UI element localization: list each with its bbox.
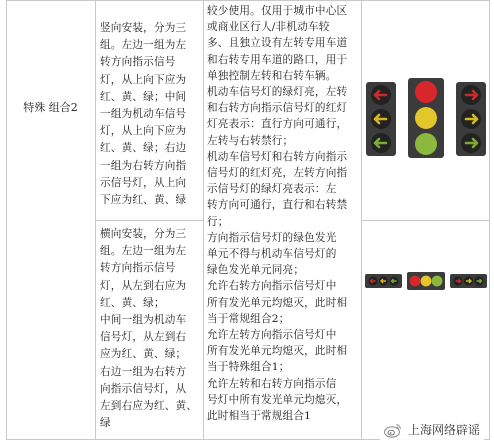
row-label: 特殊 组合2 — [23, 101, 78, 114]
row-divider-right — [361, 220, 490, 221]
right-arrow-signal-icon — [450, 274, 487, 288]
left-arrow-signal-icon — [366, 82, 396, 156]
vertical-install-text: 竖向安装，分为三 组。左边一组为左 转方向指示信号 灯，从上向下应为 红、黄、绿；中间 一组为机动车信号 灯，从上向下应为 红、黄、绿；右边 一组为右转方向指 示信号灯，从上向 下应为红、黄、绿 — [100, 22, 187, 207]
round-vehicle-signal-icon — [408, 78, 444, 158]
table-border-top — [6, 0, 490, 1]
regulation-table — [6, 0, 490, 440]
watermark — [380, 419, 484, 440]
horizontal-install-text: 横向安装，分为三 组。左边一组为左 转方向指示信号 灯，从左到右应为 红、黄、绿； 中间一组为机动车 信号灯，从左到右 应为红、黄、绿； 右边一组为右转方 向指示信号灯，从 左到右应为红、黄、 绿 — [100, 228, 198, 430]
watermark-text: 上海网络辟谣 — [407, 423, 480, 437]
table-border-left — [6, 0, 7, 440]
weibo-logo-icon — [384, 422, 402, 438]
left-arrow-signal-icon — [365, 274, 402, 288]
signal-meaning-text: 较少使用。仅用于城市中心区 或商业区行人/非机动车较 多、且独立设有左转专用车道 和右转专用车道的路口，用于 单独控制左转和右转车辆。 机动车信号灯的绿灯亮，左转 和右转方向指示信号灯的红灯 灯亮表示：直行方向可通行， 左转与右转禁行； 机动车信号灯和右转方向指示 信号灯的红灯亮，左转方向指 示信号灯的绿灯亮表示：左 转方向可通行，直行和右转禁 行； 方向指示信号灯的绿色发光 单元不得与机动车信号灯的 绿色发光单元同亮； 允许右转方向指示信号灯中 所有发光单元均熄灭，此时相 当于常规组合2； 允许左转方向指示信号灯中 所有发光单元均熄灭，此时相 当于特殊组合1； 允许左转和右转方向指示信 号灯中所有发光单元均熄灭， 此时相当于常规组合1 — [207, 5, 348, 423]
horizontal-lights-image — [364, 272, 488, 290]
vertical-lights-image — [364, 78, 488, 158]
row-divider-left — [95, 220, 204, 221]
round-vehicle-signal-icon — [407, 272, 445, 290]
right-arrow-signal-icon — [456, 82, 486, 156]
